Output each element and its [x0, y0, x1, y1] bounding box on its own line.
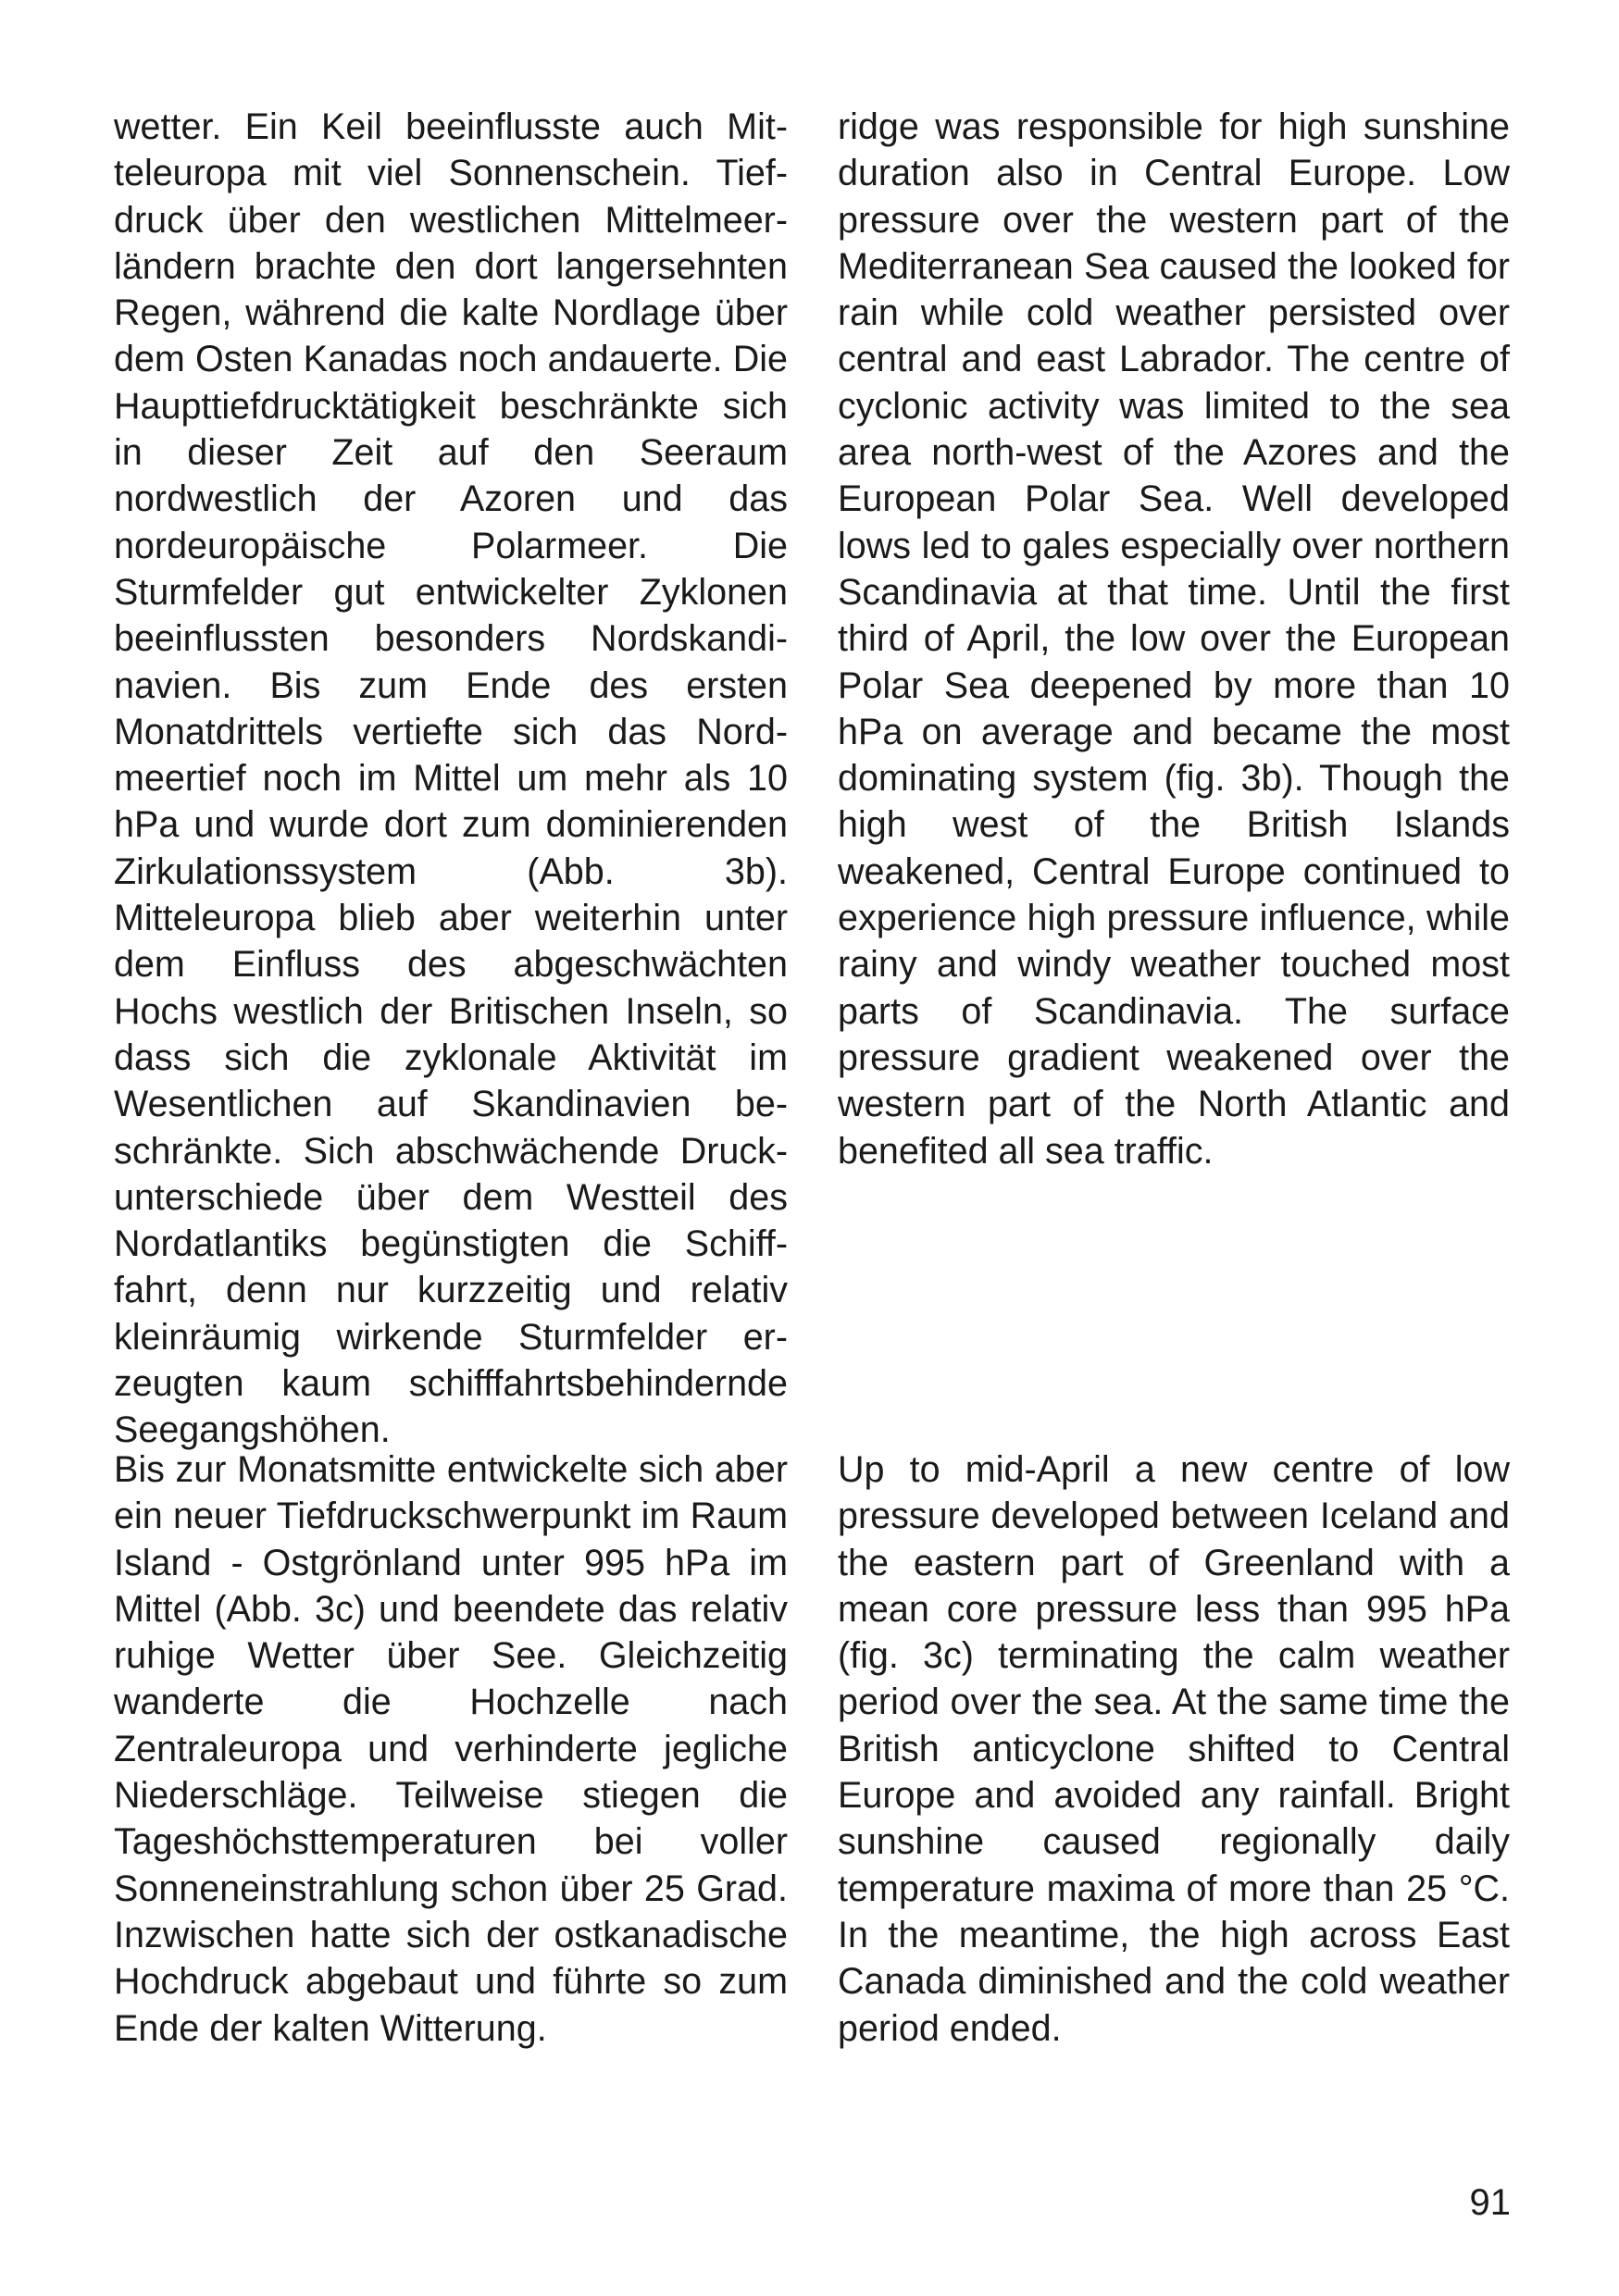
english-paragraph-1: ridge was responsible for high sunshine duration also in Central Europe. Low pressure over the western part of the Mediterranean Sea caused the looked for rain while cold weather persisted over central and east Labrador. The centre of cyclonic activity was limited to the sea area north-west of the Azores and the European Polar Sea. Well developed lows led to gales especially over northern Scandinavia at that time. Until the first third of April, the low over the European Polar Sea deepened by more than 10 hPa on average and became the most dominating system (fig. 3b). Though the high west of the British Islands weakened, Central Europe continued to experience high pressure influence, while rainy and windy weather touched most parts of Scandinavia. The surface pressure gradient weakened over the western part of the North Atlantic and benefited all sea traffic. [838, 106, 1510, 1172]
english-text-column-lower [838, 1446, 1510, 2052]
english-text-column [838, 104, 1510, 1174]
german-paragraph-2: Bis zur Monatsmitte entwickelte sich aber ein neuer Tiefdruckschwerpunkt im Raum Island - Ostgrönland unter 995 hPa im Mittel (Abb. 3c) und beendete das relativ ruhige Wetter über See. Gleichzeitig wanderte die Hochzelle nach Zentraleuropa und verhinderte jegliche Niederschläge. Teilweise stiegen die Tageshöchsttemperaturen bei voller Sonneneinstrahlung schon über 25 Grad. Inzwischen hatte sich der ostkanadische Hochdruck abgebaut und führte so zum Ende der kalten Witterung. [114, 1449, 788, 2049]
german-text-column-lower [114, 1446, 788, 2052]
german-paragraph-1: wetter. Ein Keil beeinflusste auch Mitteleuropa mit viel Sonnenschein. Tiefdruck über den westlichen Mittelmeerländern brachte den dort langersehnten Regen, während die kalte Nordlage über dem Osten Kanadas noch andauerte. Die Haupttiefdrucktätigkeit beschränkte sich in dieser Zeit auf den Seeraum nordwestlich der Azoren und das nordeuropäische Polarmeer. Die Sturmfelder gut entwickelter Zyklonen beeinflussten besonders Nordskandinavien. Bis zum Ende des ersten Monatdrittels vertiefte sich das Nordmeertief noch im Mittel um mehr als 10 hPa und wurde dort zum dominierenden Zirkulationssystem (Abb. 3b). Mitteleuropa blieb aber weiterhin unter dem Einfluss des abgeschwächten Hochs westlich der Britischen Inseln, so dass sich die zyklonale Aktivität im Wesentlichen auf Skandinavien beschränkte. Sich abschwächende Druckunterschiede über dem Westteil des Nordatlantiks begünstigten die Schifffahrt, denn nur kurzzeitig und relativ kleinräumig wirkende Sturmfelder erzeugten kaum schifffahrtsbehindernde Seegangshöhen. [114, 106, 788, 1451]
page-number: 91 [1469, 2182, 1511, 2223]
german-text-column [114, 104, 788, 1454]
english-paragraph-2: Up to mid-April a new centre of low pressure developed between Iceland and the eastern part of Greenland with a mean core pressure less than 995 hPa (fig. 3c) terminating the calm weather period over the sea. At the same time the British anticyclone shifted to Central Europe and avoided any rainfall. Bright sunshine caused regionally daily temperature maxima of more than 25 °C. In the meantime, the high across East Canada diminished and the cold weather period ended. [838, 1449, 1510, 2049]
